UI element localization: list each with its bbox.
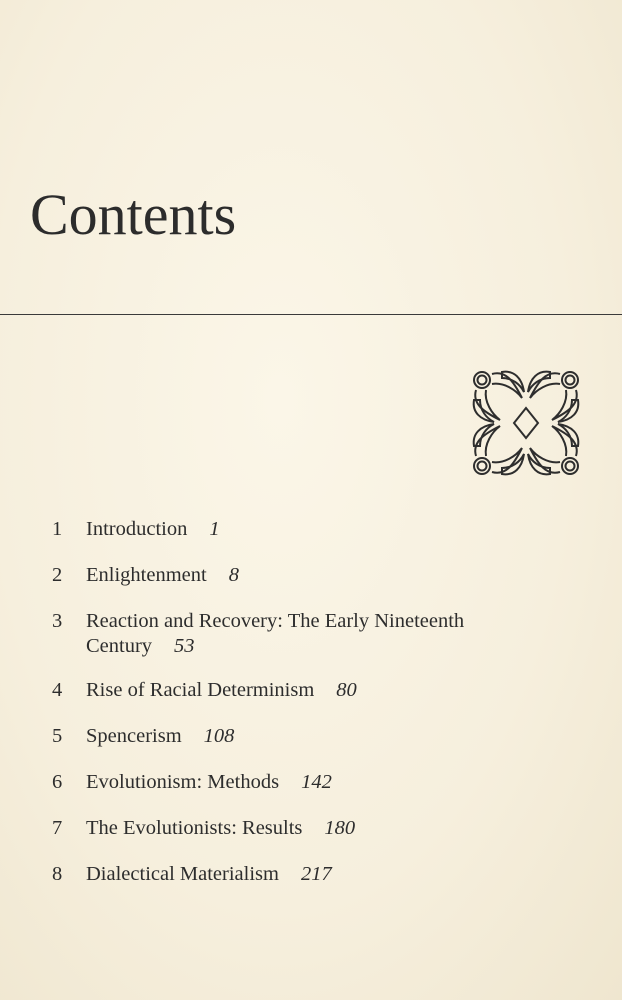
chapter-title: Introduction [86,518,188,540]
chapter-title: Spencerism [86,725,182,747]
chapter-page: 142 [301,771,332,793]
chapter-number: 1 [52,518,63,540]
chapter-title: Enlightenment [86,564,207,586]
chapter-title: Rise of Racial Determinism [86,679,315,701]
chapter-page: 80 [336,679,357,701]
title-divider [0,314,622,315]
chapter-title: Evolutionism: Methods [86,771,280,793]
chapter-number: 2 [52,564,63,586]
chapter-page: 180 [324,817,356,839]
chapter-number: 7 [52,817,63,839]
chapter-title-continued: Century [86,635,153,657]
chapter-page: 53 [174,635,195,657]
chapter-number: 4 [52,679,63,701]
chapter-number: 3 [52,610,63,632]
chapter-title: Dialectical Materialism [86,863,279,885]
chapter-number: 8 [52,863,63,885]
page-title: Contents [30,182,237,247]
chapter-page: 108 [203,725,235,747]
chapter-title: Reaction and Recovery: The Early Nineteenth [86,610,465,632]
chapter-title: The Evolutionists: Results [86,817,303,839]
chapter-page: 217 [300,863,332,885]
chapter-number: 6 [52,771,63,793]
quatrefoil-ornament-icon [470,368,582,478]
chapter-page: 1 [209,518,220,540]
chapter-number: 5 [52,725,63,747]
chapter-page: 8 [228,564,239,586]
